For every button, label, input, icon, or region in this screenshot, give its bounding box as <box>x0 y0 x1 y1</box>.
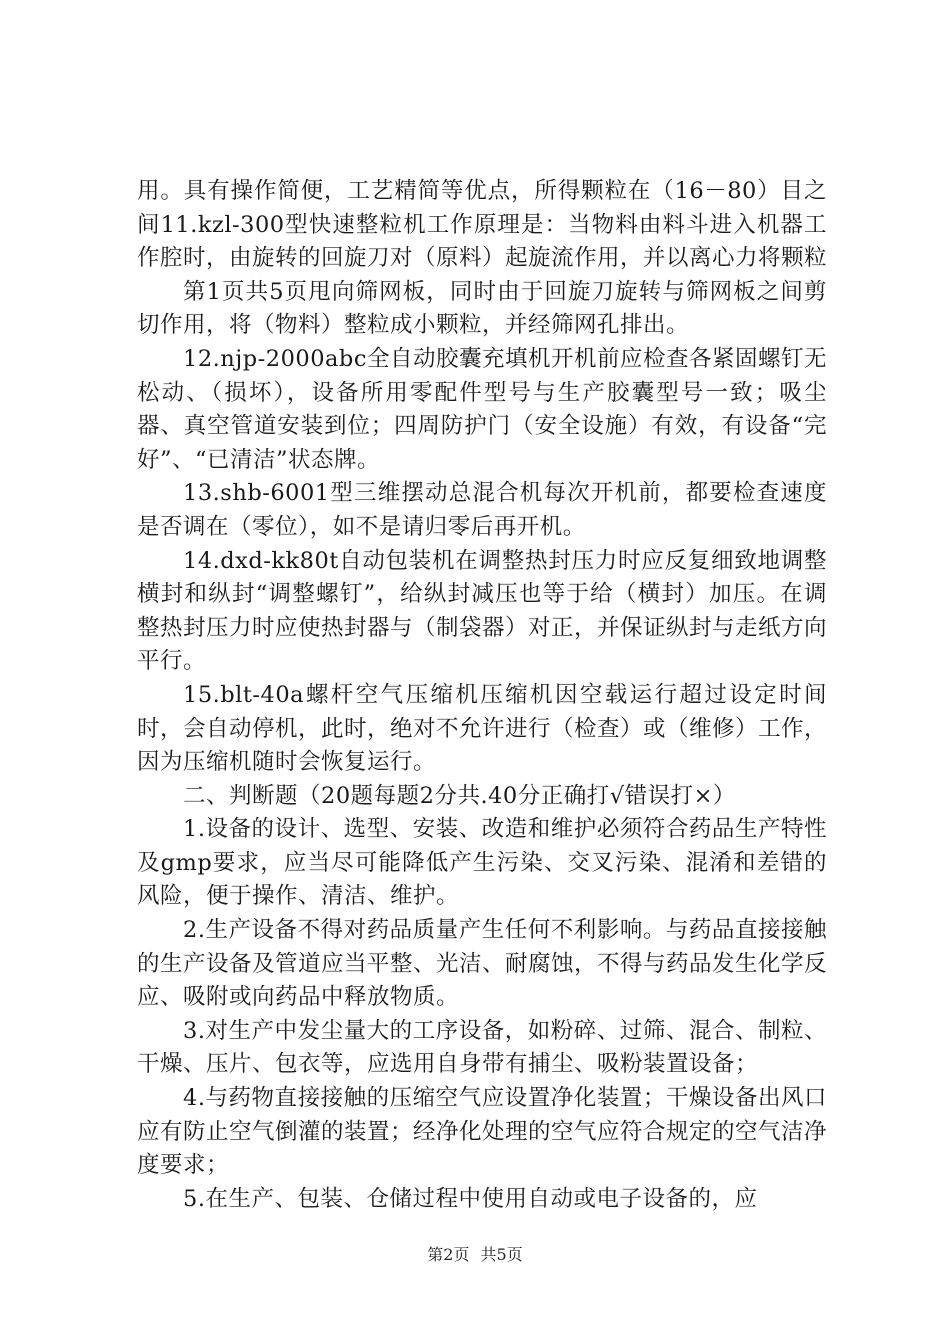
paragraph: 2.生产设备不得对药品质量产生任何不利影响。与药品直接接触的生产设备及管道应当平整、光洁、耐腐蚀，不得与药品发生化学反应、吸附或向药品中释放物质。 <box>137 917 828 1011</box>
paragraph: 1.设备的设计、选型、安装、改造和维护必须符合药品生产特性及gmp要求，应当尽可能降低产生污染、交叉污染、混淆和差错的风险，便于操作、清洁、维护。 <box>137 816 827 910</box>
document-body <box>137 175 827 1216</box>
paragraph: 3.对生产中发尘量大的工序设备，如粉碎、过筛、混合、制粒、干燥、压片、包衣等，应选用自身带有捕尘、吸粉装置设备； <box>137 1017 827 1078</box>
page-total: 共5页 <box>480 1245 523 1264</box>
paragraph: 13.shb-6001型三维摆动总混合机每次开机前，都要检查速度是否调在（零位），如不是请归零后再开机。 <box>137 480 827 540</box>
section-heading: 二、判断题（20题每题2分共.40分正确打√错误打×） <box>183 782 736 809</box>
paragraph: 12.njp-2000abc全自动胶囊充填机开机前应检查各紧固螺钉无松动、（损坏），设备所用零配件型号与生产胶囊型号一致；吸尘器、真空管道安装到位；四周防护门（安全设施）有效，有设备“完好”、“已清洁”状态牌。 <box>137 345 827 473</box>
paragraph: 5.在生产、包装、仓储过程中使用自动或电子设备的，应 <box>183 1185 758 1212</box>
paragraph: 用。具有操作简便，工艺精简等优点，所得颗粒在（16－80）目之间11.kzl-300型快速整粒机工作原理是：当物料由料斗进入机器工作腔时，由旋转的回旋刀对（原料）起旋流作用，并以离心力将颗粒 <box>137 178 828 272</box>
paragraph: 4.与药物直接接触的压缩空气应设置净化装置；干燥设备出风口应有防止空气倒灌的装置；经净化处理的空气应符合规定的空气洁净度要求； <box>137 1085 828 1179</box>
paragraph: 14.dxd-kk80t自动包装机在调整热封压力时应反复细致地调整横封和纵封“调整螺钉”，给纵封减压也等于给（横封）加压。在调整热封压力时应使热封器与（制袋器）对正，并保证纵封与走纸方向平行。 <box>137 547 828 675</box>
page-number: 第2页 <box>427 1245 470 1264</box>
paragraph: 第1页共5页甩向筛网板，同时由于回旋刀旋转与筛网板之间剪切作用，将（物料）整粒成小颗粒，并经筛网孔排出。 <box>137 278 827 339</box>
paragraph: 15.blt-40a螺杆空气压缩机压缩机因空载运行超过设定时间时，会自动停机，此时，绝对不允许进行（检查）或（维修）工作，因为压缩机随时会恢复运行。 <box>137 681 828 776</box>
page-footer <box>0 1245 950 1265</box>
